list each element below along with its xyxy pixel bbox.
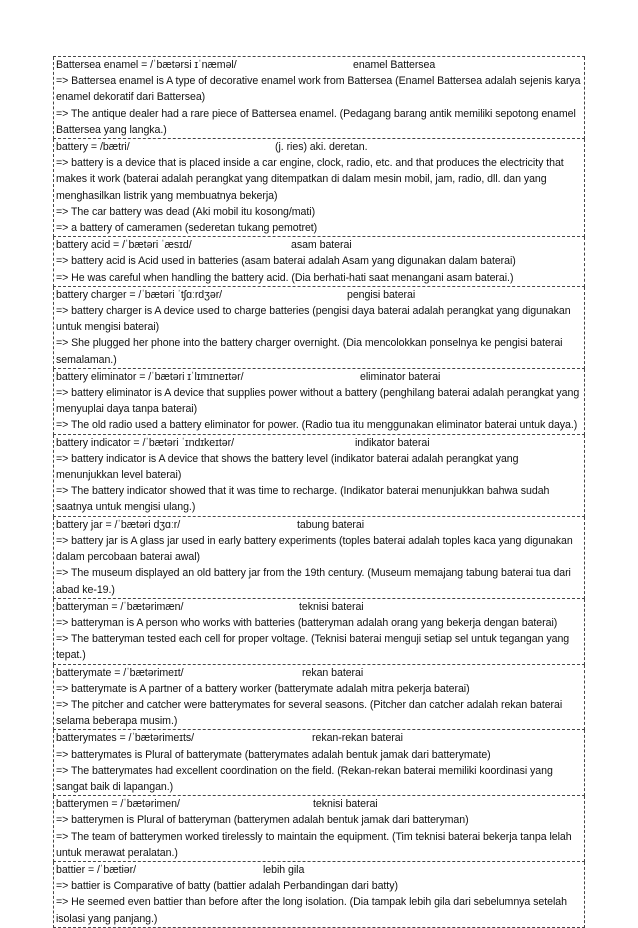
entry-word: batterymate = /ˈbætərimeɪt/ — [56, 666, 184, 679]
entry-example-line: => battery acid is Acid used in batteries (asam baterai adalah Asam yang digunakan dalam baterai) — [56, 255, 516, 268]
entry-headword-line — [56, 730, 582, 746]
entry-example-line: => battier is Comparative of batty (battier adalah Perbandingan dari batty) — [56, 880, 398, 893]
entry-example-line: => battery is a device that is placed inside a car engine, clock, radio, etc. and that produces the electricity that makes it work (baterai adalah perangkat yang ditempatkan di dalam mesin mobil, jam, radio, dll. dan yang menghasilkan listrik yang membuatnya bekerja) — [56, 157, 564, 202]
entry-translation: teknisi baterai — [299, 600, 364, 613]
entry-headword-line — [56, 237, 582, 253]
entry-headword-line — [56, 139, 582, 155]
entry-word: battery eliminator = /ˈbætəri ɪˈlɪmɪneɪtər/ — [56, 370, 244, 383]
entry-headword-line — [56, 369, 582, 385]
entry-word: battier = /ˈbætiər/ — [56, 863, 137, 876]
dictionary-entry — [53, 796, 585, 862]
entry-word: batterymates = /ˈbætərimeɪts/ — [56, 732, 195, 745]
entry-example-line: => The batterymates had excellent coordination on the field. (Rekan-rekan baterai memiliki koordinasi yang sangat baik di lapangan.) — [56, 764, 553, 793]
entry-word: battery charger = /ˈbætəri ˈtʃɑːrdʒər/ — [56, 288, 223, 301]
entry-example-line: => Battersea enamel is A type of decorative enamel work from Battersea (Enamel Battersea adalah sejenis karya enamel dekoratif dari Battersea) — [56, 75, 581, 104]
entry-example-line: => He was careful when handling the battery acid. (Dia berhati-hati saat menangani asam baterai.) — [56, 271, 514, 284]
entry-word: batterymen = /ˈbætərimen/ — [56, 798, 180, 811]
dictionary-entry — [53, 237, 585, 287]
entry-translation: indikator baterai — [355, 436, 430, 449]
dictionary-entry — [53, 57, 585, 139]
entry-example-line: => battery indicator is A device that shows the battery level (indikator baterai adalah perangkat yang menunjukkan level baterai) — [56, 452, 519, 482]
entry-example-line: => The car battery was dead (Aki mobil itu kosong/mati) — [56, 205, 316, 218]
entry-example-line: => batterymate is A partner of a battery worker (batterymate adalah mitra pekerja baterai) — [56, 682, 470, 695]
entry-translation: rekan baterai — [302, 666, 364, 679]
entry-example-line: => battery jar is A glass jar used in early battery experiments (toples baterai adalah toples kaca yang digunakan dalam percobaan baterai awal) — [56, 534, 573, 564]
entry-example-line: => batteryman is A person who works with batteries (batteryman adalah orang yang bekerja dengan baterai) — [56, 616, 558, 629]
dictionary-entry — [53, 435, 585, 517]
entry-headword-line — [56, 599, 582, 615]
entry-example-line: => batterymen is Plural of batteryman (batterymen adalah bentuk jamak dari batteryman) — [56, 814, 469, 827]
entry-word: battery = /bætri/ — [56, 141, 130, 154]
dictionary-entry — [53, 665, 585, 731]
entry-headword-line — [56, 435, 582, 451]
entry-example-line: => The team of batterymen worked tirelessly to maintain the equipment. (Tim teknisi baterai bekerja tanpa lelah untuk merawat peralatan.) — [56, 830, 572, 859]
entry-headword-line — [56, 796, 582, 812]
entry-headword-line — [56, 517, 582, 533]
entry-translation: teknisi baterai — [313, 798, 378, 811]
dictionary-entry — [53, 369, 585, 435]
dictionary-entry — [53, 599, 585, 665]
entry-headword-line — [56, 287, 582, 303]
entry-example-line: => The museum displayed an old battery jar from the 19th century. (Museum memajang tabung baterai tua dari abad ke-19.) — [56, 567, 571, 596]
entry-translation: asam baterai — [291, 239, 352, 252]
dictionary-entry — [53, 287, 585, 369]
entry-headword-line — [56, 862, 582, 878]
entry-word: battery indicator = /ˈbætəri ˈɪndɪkeɪtər/ — [56, 436, 234, 449]
entry-translation: eliminator baterai — [360, 370, 441, 383]
entry-translation: lebih gila — [263, 863, 305, 876]
entry-word: battery acid = /ˈbætəri ˈæsɪd/ — [56, 239, 192, 252]
entry-example-line: => The antique dealer had a rare piece of Battersea enamel. (Pedagang barang antik memiliki sepotong enamel Battersea yang langka.) — [56, 107, 576, 136]
entry-word: Battersea enamel = /ˈbætərsi ɪˈnæməl/ — [56, 59, 237, 71]
dictionary-entries — [53, 56, 585, 928]
dictionary-entry — [53, 517, 585, 599]
entry-translation: pengisi baterai — [347, 288, 416, 301]
entry-headword-line — [56, 57, 582, 73]
entry-word: batteryman = /ˈbætərimæn/ — [56, 600, 184, 613]
entry-example-line: => battery eliminator is A device that supplies power without a battery (penghilang baterai adalah perangkat yang menyuplai daya tanpa baterai) — [56, 387, 580, 416]
dictionary-entry — [53, 730, 585, 796]
entry-example-line: => batterymates is Plural of batterymate (batterymates adalah bentuk jamak dari batterymate) — [56, 748, 491, 761]
dictionary-entry — [53, 862, 585, 928]
entry-example-line: => He seemed even battier than before after the long isolation. (Dia tampak lebih gila dari sebelumnya setelah isolasi yang panjang.) — [56, 896, 567, 925]
entry-example-line: => The batteryman tested each cell for proper voltage. (Teknisi baterai menguji setiap sel untuk tegangan yang tepat.) — [56, 633, 570, 662]
entry-example-line: => battery charger is A device used to charge batteries (pengisi daya baterai adalah perangkat yang digunakan untuk mengisi baterai) — [56, 305, 571, 334]
entry-translation: rekan-rekan baterai — [312, 732, 403, 745]
entry-headword-line — [56, 665, 582, 681]
entry-example-line: => The old radio used a battery eliminator for power. (Radio tua itu menggunakan eliminator baterai untuk daya.) — [56, 419, 578, 432]
entry-translation: (j. ries) aki. deretan. — [275, 141, 368, 154]
entry-example-line: => a battery of cameramen (sederetan tukang pemotret) — [56, 222, 318, 235]
entry-translation: tabung baterai — [297, 518, 365, 531]
dictionary-entry — [53, 139, 585, 237]
entry-example-line: => She plugged her phone into the battery charger overnight. (Dia mencolokkan ponselnya ke pengisi baterai semalaman.) — [56, 337, 563, 366]
entry-example-line: => The pitcher and catcher were batterymates for several seasons. (Pitcher dan catcher adalah rekan baterai selama beberapa musim.) — [56, 698, 563, 728]
entry-word: battery jar = /ˈbætəri dʒɑːr/ — [56, 518, 181, 531]
entry-translation: enamel Battersea — [353, 59, 436, 71]
entry-example-line: => The battery indicator showed that it was time to recharge. (Indikator baterai menunjukkan bahwa sudah saatnya untuk mengisi ulang.) — [56, 485, 550, 514]
